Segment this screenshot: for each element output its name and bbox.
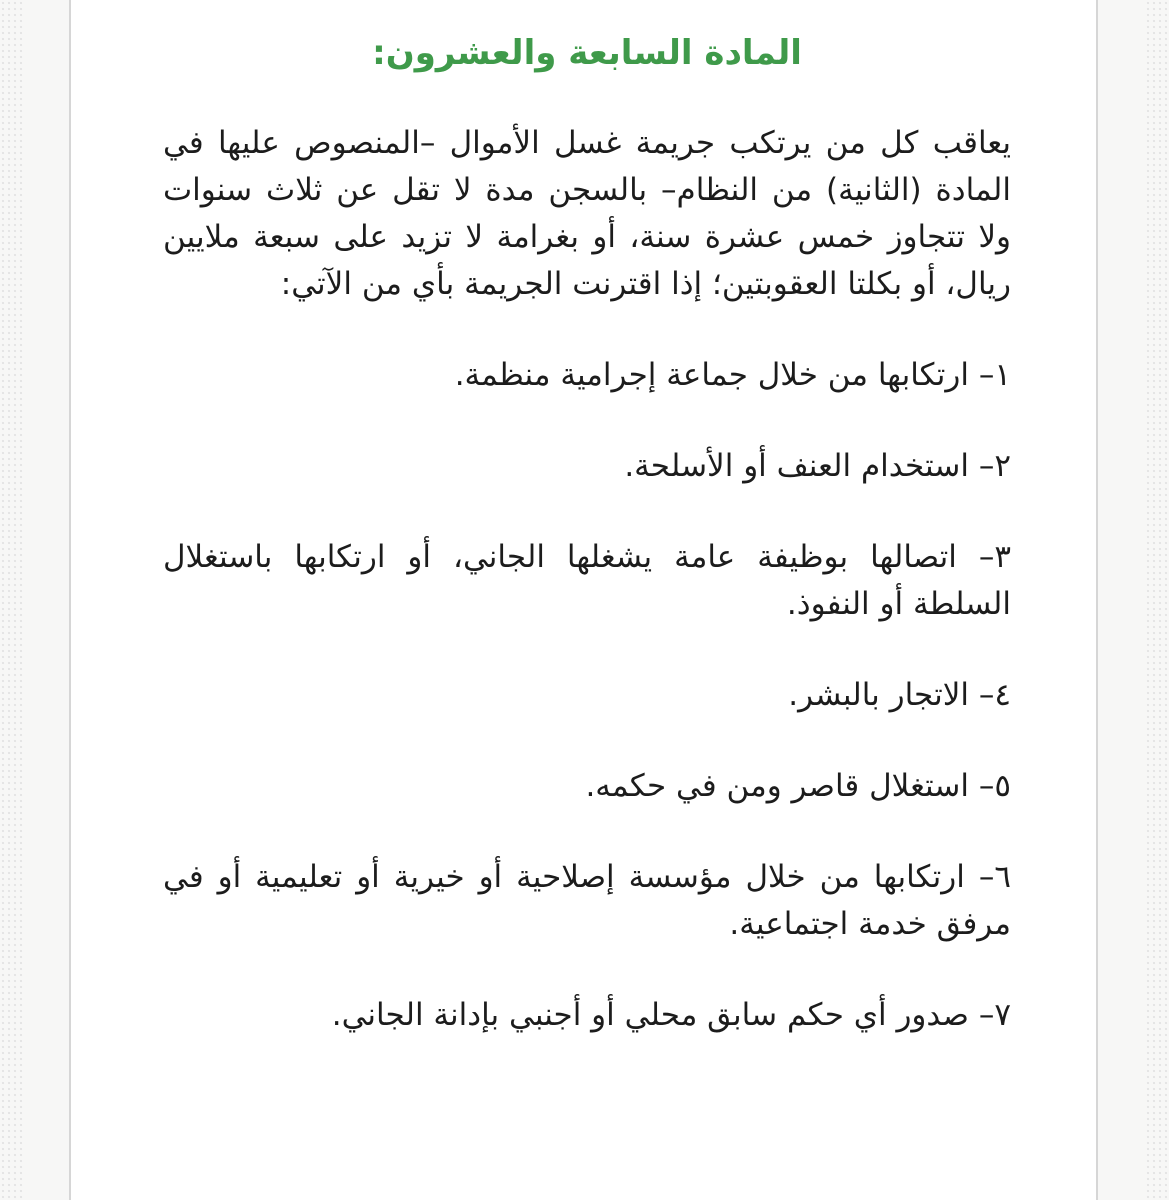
list-item-4: ٤– الاتجار بالبشر. (788, 677, 1011, 713)
background-pattern-left (0, 0, 24, 1200)
background-pattern-right (1145, 0, 1169, 1200)
list-item-3: ٣– اتصالها بوظيفة عامة يشغلها الجاني، أو ارتكابها باستغلال السلطة أو النفوذ. (163, 539, 1011, 622)
list-item-7: ٧– صدور أي حكم سابق محلي أو أجنبي بإدانة الجاني. (331, 997, 1011, 1033)
list-item-5: ٥– استغلال قاصر ومن في حكمه. (585, 768, 1011, 804)
document-content (163, 20, 1011, 1039)
article-title: المادة السابعة والعشرون: (372, 33, 802, 73)
list-item-1: ١– ارتكابها من خلال جماعة إجرامية منظمة. (454, 357, 1011, 393)
document-page (69, 0, 1098, 1200)
list-item-2: ٢– استخدام العنف أو الأسلحة. (624, 448, 1011, 484)
list-item-6: ٦– ارتكابها من خلال مؤسسة إصلاحية أو خيرية أو تعليمية أو في مرفق خدمة اجتماعية. (163, 859, 1011, 942)
article-intro-paragraph: يعاقب كل من يرتكب جريمة غسل الأموال –المنصوص عليها في المادة (الثانية) من النظام– بالسجن مدة لا تقل عن ثلاث سنوات ولا تتجاوز خمس عشرة سنة، أو بغرامة لا تزيد على سبعة ملايين ريال، أو بكلتا العقوبتين؛ إذا اقترنت الجريمة بأي من الآتي: (163, 125, 1011, 302)
